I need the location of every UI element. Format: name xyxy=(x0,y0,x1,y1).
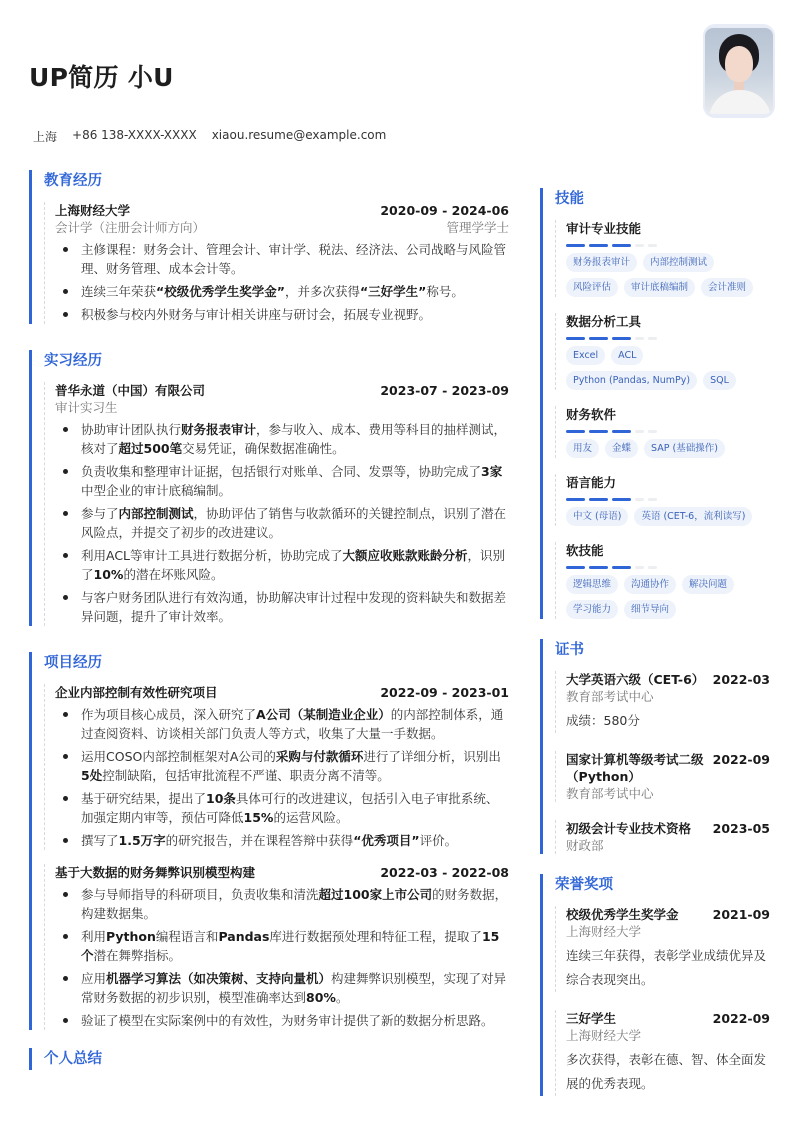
skill-tag: 风险评估 xyxy=(566,278,618,297)
bullet-item: 运用COSO内部控制框架对A公司的采购与付款循环进行了详细分析，识别出5处控制缺陷，包括审批流程不严谨、职责分离不清等。 xyxy=(55,747,509,785)
section-summary xyxy=(29,1048,509,1070)
section-skills xyxy=(540,188,770,619)
skill-tag: 会计准则 xyxy=(701,278,753,297)
resume-header xyxy=(0,0,799,160)
skill-group-name: 软技能 xyxy=(566,543,604,558)
award-date: 2021-09 xyxy=(712,907,770,922)
contact-info xyxy=(33,128,386,145)
project-entry xyxy=(44,864,509,1030)
major: 会计学（注册会计师方向） xyxy=(55,220,206,235)
skill-tags xyxy=(566,253,770,297)
company-name: 普华永道（中国）有限公司 xyxy=(55,383,206,398)
portrait-photo xyxy=(705,28,773,114)
skill-tag: Excel xyxy=(566,346,605,365)
certificate-name: 大学英语六级（CET-6） xyxy=(566,672,705,687)
section-title: 荣誉奖项 xyxy=(555,877,613,893)
skill-group xyxy=(555,406,770,458)
skill-group-name: 审计专业技能 xyxy=(566,221,642,236)
project-entry xyxy=(44,684,509,850)
skill-tag: 审计底稿编制 xyxy=(624,278,695,297)
section-internship xyxy=(29,350,509,626)
certificate-name: 初级会计专业技术资格 xyxy=(566,821,692,836)
bullet-item: 基于研究结果，提出了10条具体可行的改进建议，包括引入电子审批系统、加强定期内审等，预估可降低15%的运营风险。 xyxy=(55,789,509,827)
project-name: 企业内部控制有效性研究项目 xyxy=(55,685,218,700)
skill-tags xyxy=(566,575,770,619)
bullet-list xyxy=(55,705,509,850)
bullet-item: 负责收集和整理审计证据，包括银行对账单、合同、发票等，协助完成了3家中型企业的审计底稿编制。 xyxy=(55,462,509,500)
award-name: 校级优秀学生奖学金 xyxy=(566,907,679,922)
certificate-entry xyxy=(555,671,770,733)
skill-group-name: 语言能力 xyxy=(566,475,617,490)
certificate-issuer: 教育部考试中心 xyxy=(566,689,654,704)
skill-group xyxy=(555,220,770,297)
bullet-item: 应用机器学习算法（如决策树、支持向量机）构建舞弊识别模型，实现了对异常财务数据的初步识别，模型准确率达到80%。 xyxy=(55,969,509,1007)
certificate-entry xyxy=(555,751,770,802)
bullet-item: 验证了模型在实际案例中的有效性，为财务审计提供了新的数据分析思路。 xyxy=(55,1011,509,1030)
section-awards xyxy=(540,874,770,1096)
section-certificates xyxy=(540,639,770,854)
role: 审计实习生 xyxy=(55,400,118,415)
certificate-date: 2022-03 xyxy=(712,672,770,687)
certificate-issuer: 财政部 xyxy=(566,838,604,853)
candidate-name: UP简历 小U xyxy=(29,63,174,92)
project-name: 基于大数据的财务舞弊识别模型构建 xyxy=(55,865,256,880)
skill-tag: 解决问题 xyxy=(682,575,734,594)
bullet-item: 连续三年荣获“校级优秀学生奖学金”，并多次获得“三好学生”称号。 xyxy=(55,282,509,301)
skill-tags xyxy=(566,346,770,390)
degree: 管理学学士 xyxy=(446,220,509,235)
skill-tag: 中文 (母语) xyxy=(566,507,628,526)
award-entry xyxy=(555,1010,770,1096)
certificate-issuer: 教育部考试中心 xyxy=(566,786,654,801)
phone: +86 138-XXXX-XXXX xyxy=(72,128,197,142)
bullet-list xyxy=(55,420,509,626)
skill-level-bar xyxy=(566,566,770,569)
skill-tag: 逻辑思维 xyxy=(566,575,618,594)
education-entry xyxy=(44,202,509,324)
award-issuer: 上海财经大学 xyxy=(566,924,642,939)
bullet-item: 撰写了1.5万字的研究报告，并在课程答辩中获得“优秀项目”评价。 xyxy=(55,831,509,850)
skill-tag: 财务报表审计 xyxy=(566,253,637,272)
section-title: 教育经历 xyxy=(44,173,102,189)
skills-list xyxy=(555,220,770,619)
bullet-item: 参与导师指导的科研项目，负责收集和清洗超过100家上市公司的财务数据，构建数据集。 xyxy=(55,885,509,923)
avatar xyxy=(703,24,775,118)
section-title: 实习经历 xyxy=(44,353,102,369)
award-name: 三好学生 xyxy=(566,1011,617,1026)
award-issuer: 上海财经大学 xyxy=(566,1028,642,1043)
skill-level-bar xyxy=(566,430,770,433)
bullet-list xyxy=(55,885,509,1030)
certificate-entry xyxy=(555,820,770,854)
section-title: 项目经历 xyxy=(44,655,102,671)
skill-group-name: 财务软件 xyxy=(566,407,617,422)
skill-tag: ACL xyxy=(611,346,643,365)
award-note: 连续三年获得，表彰学业成绩优异及综合表现突出。 xyxy=(566,948,767,987)
bullet-item: 与客户财务团队进行有效沟通，协助解决审计过程中发现的资料缺失和数据差异问题，提升了审计效率。 xyxy=(55,588,509,626)
date-range: 2022-09 - 2023-01 xyxy=(380,685,509,700)
bullet-item: 参与了内部控制测试，协助评估了销售与收款循环的关键控制点，识别了潜在风险点，并提交了初步的改进建议。 xyxy=(55,504,509,542)
skill-group xyxy=(555,313,770,390)
certificate-name: 国家计算机等级考试二级（Python） xyxy=(566,752,704,784)
section-title: 证书 xyxy=(555,642,584,658)
date-range: 2020-09 - 2024-06 xyxy=(380,203,509,218)
certificate-date: 2023-05 xyxy=(712,821,770,836)
section-title: 个人总结 xyxy=(44,1051,102,1067)
section-projects xyxy=(29,652,509,1030)
skill-tag: 内部控制测试 xyxy=(643,253,714,272)
skill-level-bar xyxy=(566,244,770,247)
left-column xyxy=(29,170,509,1096)
internship-entry xyxy=(44,382,509,626)
bullet-item: 协助审计团队执行财务报表审计，参与收入、成本、费用等科目的抽样测试，核对了超过500笔交易凭证，确保数据准确性。 xyxy=(55,420,509,458)
date-range: 2022-03 - 2022-08 xyxy=(380,865,509,880)
bullet-item: 利用Python编程语言和Pandas库进行数据预处理和特征工程，提取了15个潜在舞弊指标。 xyxy=(55,927,509,965)
award-entry xyxy=(555,906,770,992)
award-date: 2022-09 xyxy=(712,1011,770,1026)
section-title: 技能 xyxy=(555,191,584,207)
bullet-item: 积极参与校内外财务与审计相关讲座与研讨会，拓展专业视野。 xyxy=(55,305,509,324)
skill-tag: 金蝶 xyxy=(605,439,638,458)
school-name: 上海财经大学 xyxy=(55,203,131,218)
skill-group-name: 数据分析工具 xyxy=(566,314,642,329)
skill-level-bar xyxy=(566,337,770,340)
skill-tag: Python (Pandas, NumPy) xyxy=(566,371,697,390)
bullet-list xyxy=(55,240,509,324)
skill-tag: SQL xyxy=(703,371,736,390)
skill-tag: 用友 xyxy=(566,439,599,458)
email: xiaou.resume@example.com xyxy=(211,128,387,142)
bullet-item: 作为项目核心成员，深入研究了A公司（某制造业企业）的内部控制体系，通过查阅资料、访谈相关部门负责人等方式，收集了大量一手数据。 xyxy=(55,705,509,743)
skill-level-bar xyxy=(566,498,770,501)
skill-tag: 细节导向 xyxy=(624,600,676,619)
skill-tags xyxy=(566,439,770,458)
bullet-item: 主修课程：财务会计、管理会计、审计学、税法、经济法、公司战略与风险管理、财务管理、成本会计等。 xyxy=(55,240,509,278)
skill-tag: 英语 (CET-6，流利读写) xyxy=(634,507,752,526)
skill-tags xyxy=(566,507,770,526)
certificate-note: 成绩：580分 xyxy=(566,713,640,728)
bullet-item: 利用ACL等审计工具进行数据分析，协助完成了大额应收账款账龄分析，识别了10%的潜在坏账风险。 xyxy=(55,546,509,584)
section-education xyxy=(29,170,509,324)
skill-tag: 学习能力 xyxy=(566,600,618,619)
certificate-date: 2022-09 xyxy=(712,752,770,767)
skill-tag: 沟通协作 xyxy=(624,575,676,594)
skill-group xyxy=(555,474,770,526)
skill-tag: SAP (基础操作) xyxy=(644,439,725,458)
skill-group xyxy=(555,542,770,619)
award-note: 多次获得，表彰在德、智、体全面发展的优秀表现。 xyxy=(566,1052,767,1091)
date-range: 2023-07 - 2023-09 xyxy=(380,383,509,398)
location: 上海 xyxy=(33,130,58,144)
right-column xyxy=(540,188,770,1116)
